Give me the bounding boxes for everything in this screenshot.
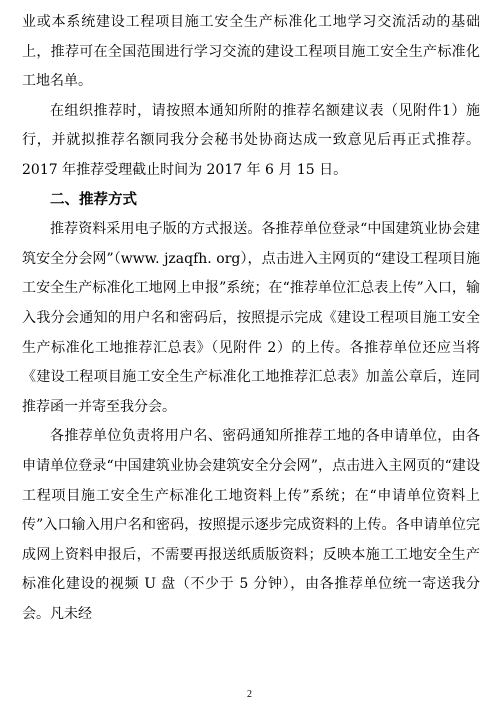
page-number: 2 (247, 689, 252, 700)
section-heading-recommendation-method: 二、推荐方式 (50, 191, 137, 208)
paragraph-recommendation-organization: 在组织推荐时，请按照本通知所附的推荐名额建议表（见附件1）施行，并就拟推荐名额同我分会秘书处协商达成一致意见后再正式推荐。2017 年推荐受理截止时间为 2017 年 6 月 15 日。 (22, 102, 480, 178)
paragraph-intro-continuation: 业或本系统建设工程项目施工安全生产标准化工地学习交流活动的基础上，推荐可在全国范围进行学习交流的建设工程项目施工安全生产标准化工地名单。 (22, 14, 480, 90)
paragraph-electronic-submission: 推荐资料采用电子版的方式报送。各推荐单位登录“中国建筑业协会建筑安全分会网”（www. jzaqfh. org），点击进入主网页的“建设工程项目施工安全生产标准化工地网上申报”系统；在“推荐单位汇总表上传”入口，输入我分会通知的用户名和密码后，按照提示完成《建设工程项目施工安全生产标准化工地推荐汇总表》（见附件 2）的上传。各推荐单位还应当将《建设工程项目施工安全生产标准化工地推荐汇总表》加盖公章后，连同推荐函一并寄至我分会。 (22, 221, 480, 415)
document-page (22, 8, 480, 629)
paragraph-applicant-upload: 各推荐单位负责将用户名、密码通知所推荐工地的各申请单位，由各申请单位登录“中国建筑业协会建筑安全分会网”，点击进入主网页的“建设工程项目施工安全生产标准化工地资料上传”系统；在“申请单位资料上传”入口输入用户名和密码，按照提示逐步完成资料的上传。各申请单位完成网上资料申报后，不需要再报送纸质版资料；反映本施工工地安全生产标准化建设的视频 U 盘（不少于 5 分钟），由各推荐单位统一寄送我分会。凡未经 (22, 428, 480, 622)
